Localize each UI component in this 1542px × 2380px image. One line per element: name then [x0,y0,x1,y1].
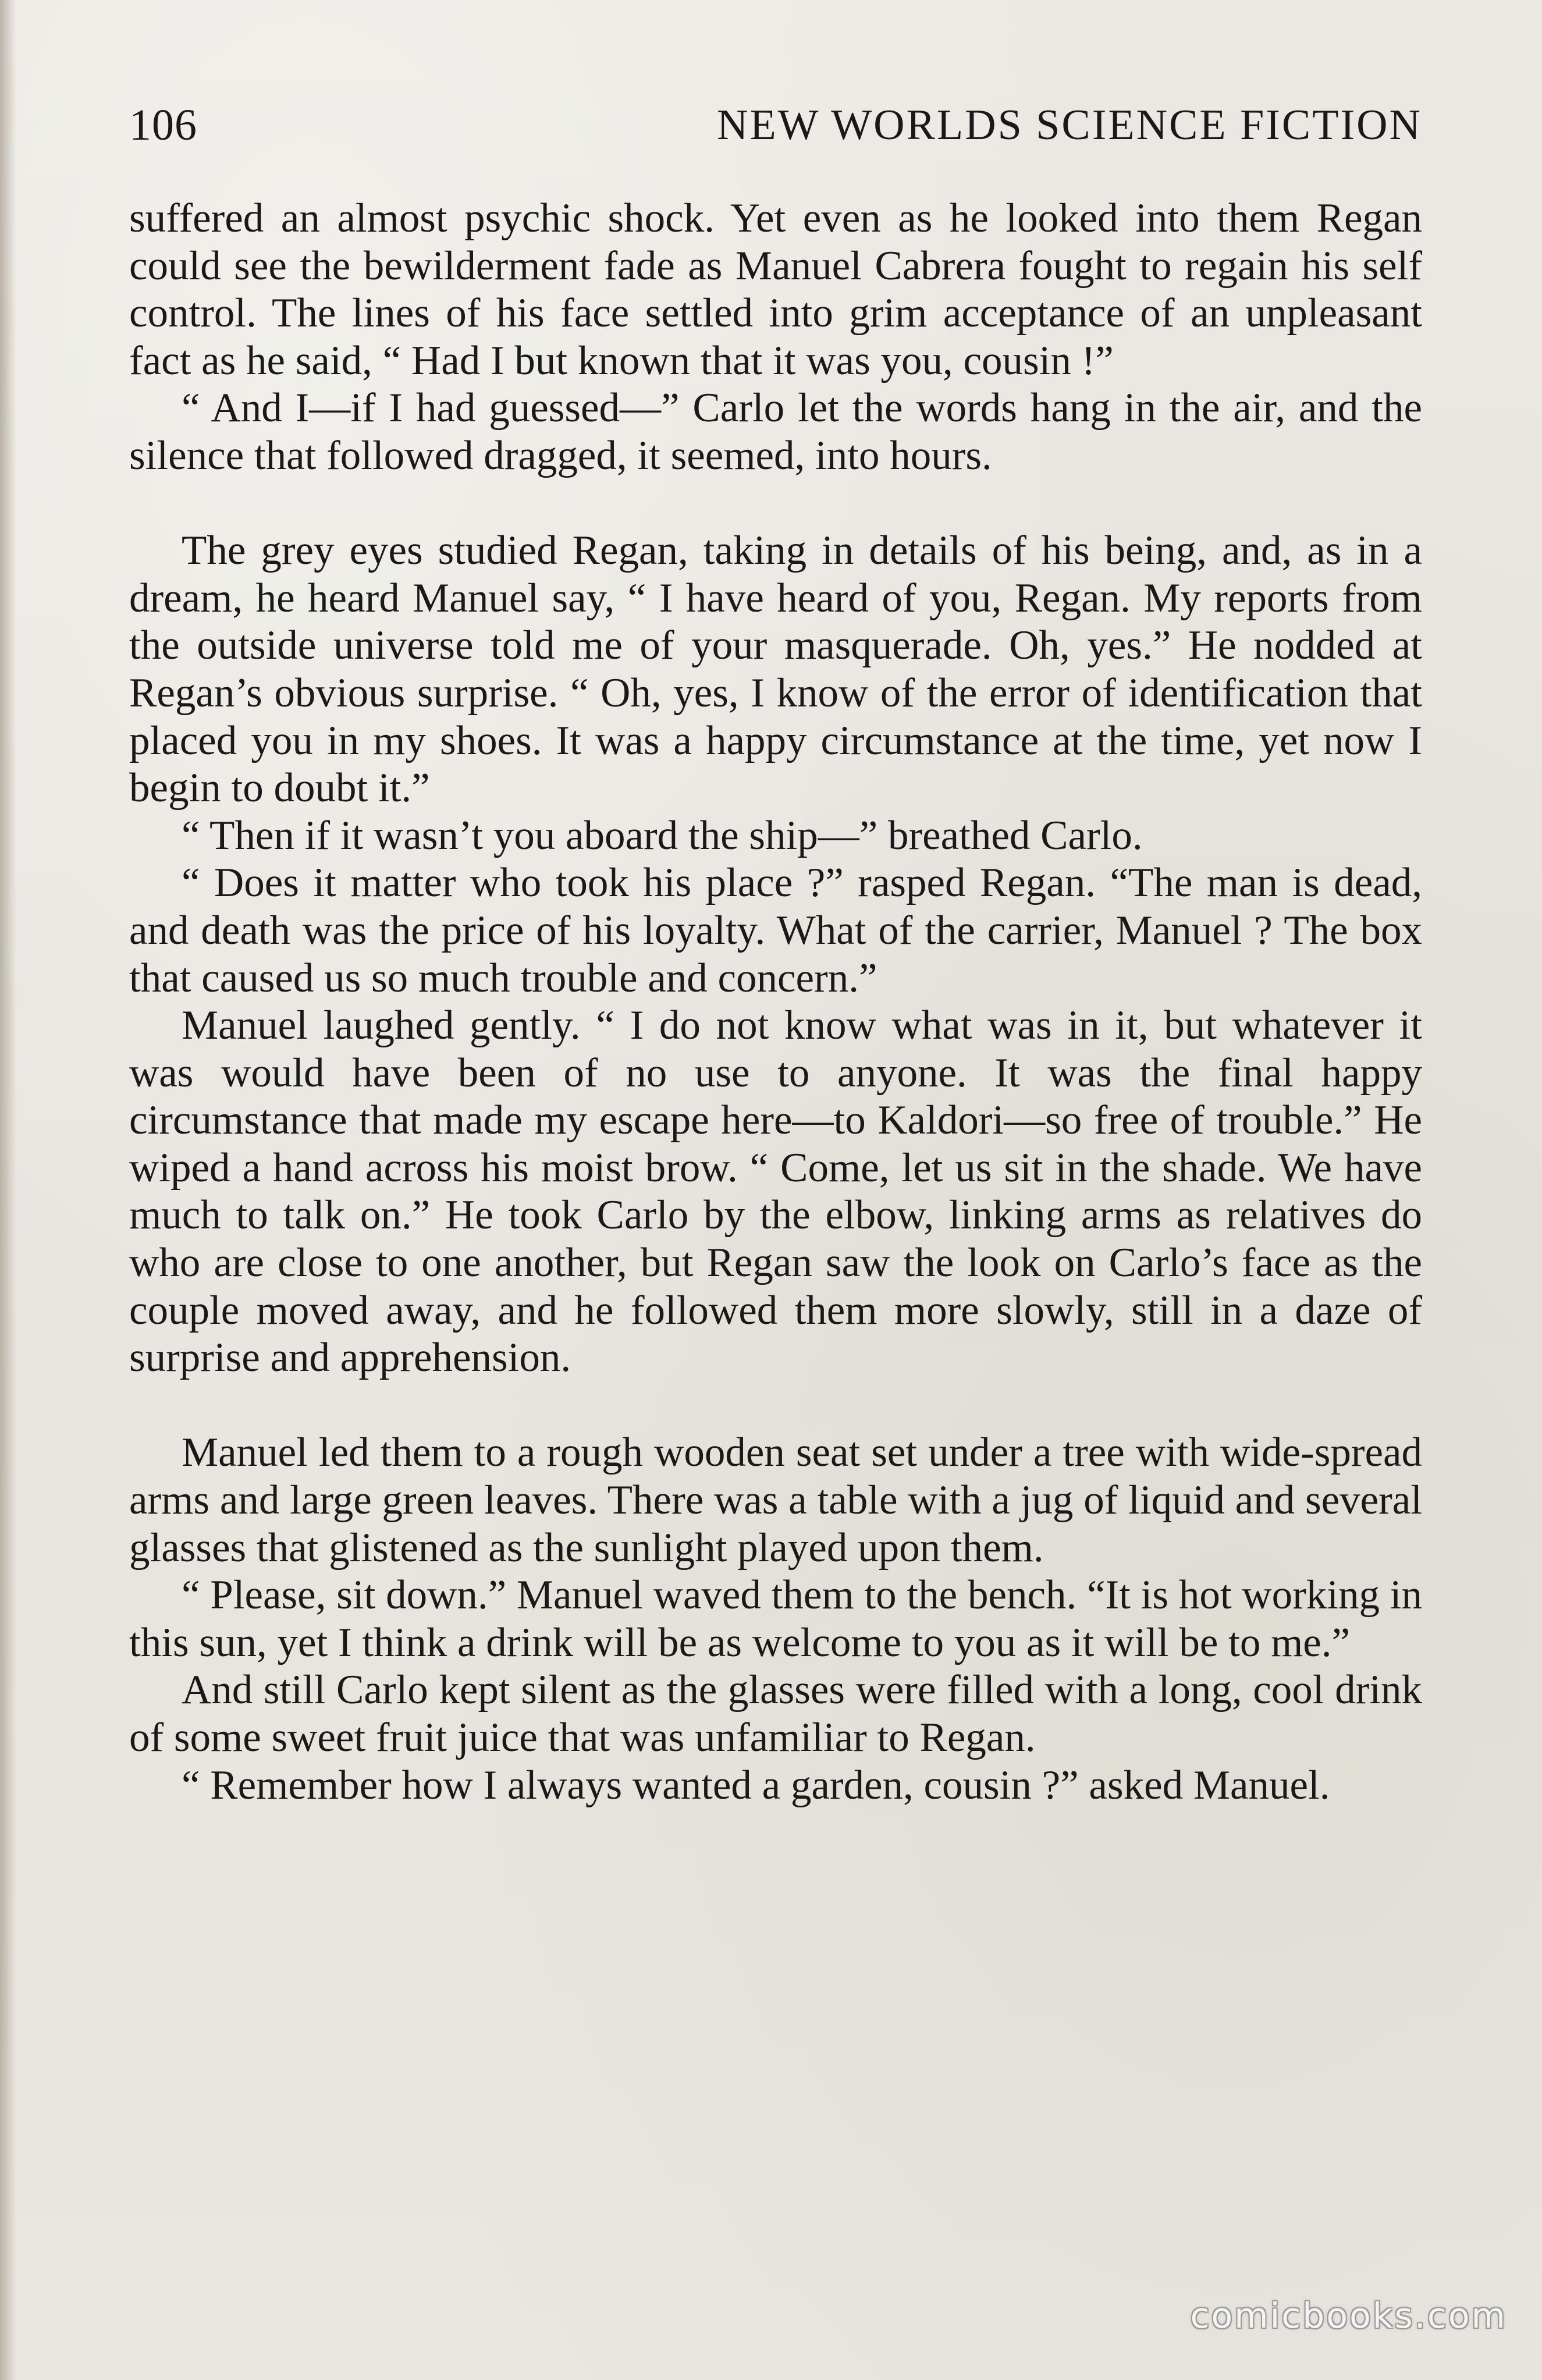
paragraph: “ Remember how I always wanted a garden, cousin ?” asked Manuel. [182,1762,1330,1808]
paragraph: Manuel laughed gently. “ I do not know what was in it, but whatever it was would have been of no use to anyone. It was the final happy circumstance that made my escape here—to Kaldori—so free of trouble.” He wiped a hand across his moist brow. “ Come, let us sit in the shade. We have much to talk on.” He took Carlo by the elbow, linking arms as relatives do who are close to one another, but Regan saw the look on Carlo’s face as the couple moved away, and he followed them more slowly, still in a daze of surprise and apprehension. [129,1003,1422,1381]
watermark: comicbooks.com [1190,2296,1507,2336]
running-title: NEW WORLDS SCIENCE FICTION [717,101,1422,149]
paragraph: Manuel led them to a rough wooden seat set under a tree with wide-spread arms and large green leaves. There was a table with a jug of liquid and several glasses that glistened as the sunlight played upon them. [129,1430,1422,1571]
page-number: 106 [129,101,197,150]
story-text [129,195,1422,1809]
paragraph: The grey eyes studied Regan, taking in details of his being, and, as in a dream, he heard Manuel say, “ I have heard of you, Regan. My reports from the outside universe told me of your masquerade. Oh, yes.” He nodded at Regan’s obvious surprise. “ Oh, yes, I know of the error of identification that placed you in my shoes. It was a happy circumstance at the time, yet now I begin to doubt it.” [129,528,1422,811]
page-header [129,87,1422,163]
paragraph: suffered an almost psychic shock. Yet even as he looked into them Regan could see the bewilderment fade as Manuel Cabrera fought to regain his self control. The lines of his face settled into grim acceptance of an unpleasant fact as he said, “ Had I but known that it was you, cousin !” [129,196,1422,383]
paragraph: “ Then if it wasn’t you aboard the ship—” breathed Carlo. [182,812,1143,858]
paragraph: “ Does it matter who took his place ?” rasped Regan. “The man is dead, and death was the price of his loyalty. What of the carrier, Manuel ? The box that caused us so much trouble and concern.” [129,860,1422,1001]
page-edge-shadow [0,0,16,2380]
paragraph: And still Carlo kept silent as the glasses were filled with a long, cool drink of some sweet fruit juice that was unfamiliar to Regan. [129,1667,1422,1760]
paragraph: “ And I—if I had guessed—” Carlo let the words hang in the air, and the silence that followed dragged, it seemed, into hours. [129,385,1422,478]
paragraph: “ Please, sit down.” Manuel waved them to the bench. “It is hot working in this sun, yet I think a drink will be as welcome to you as it will be to me.” [129,1572,1422,1665]
